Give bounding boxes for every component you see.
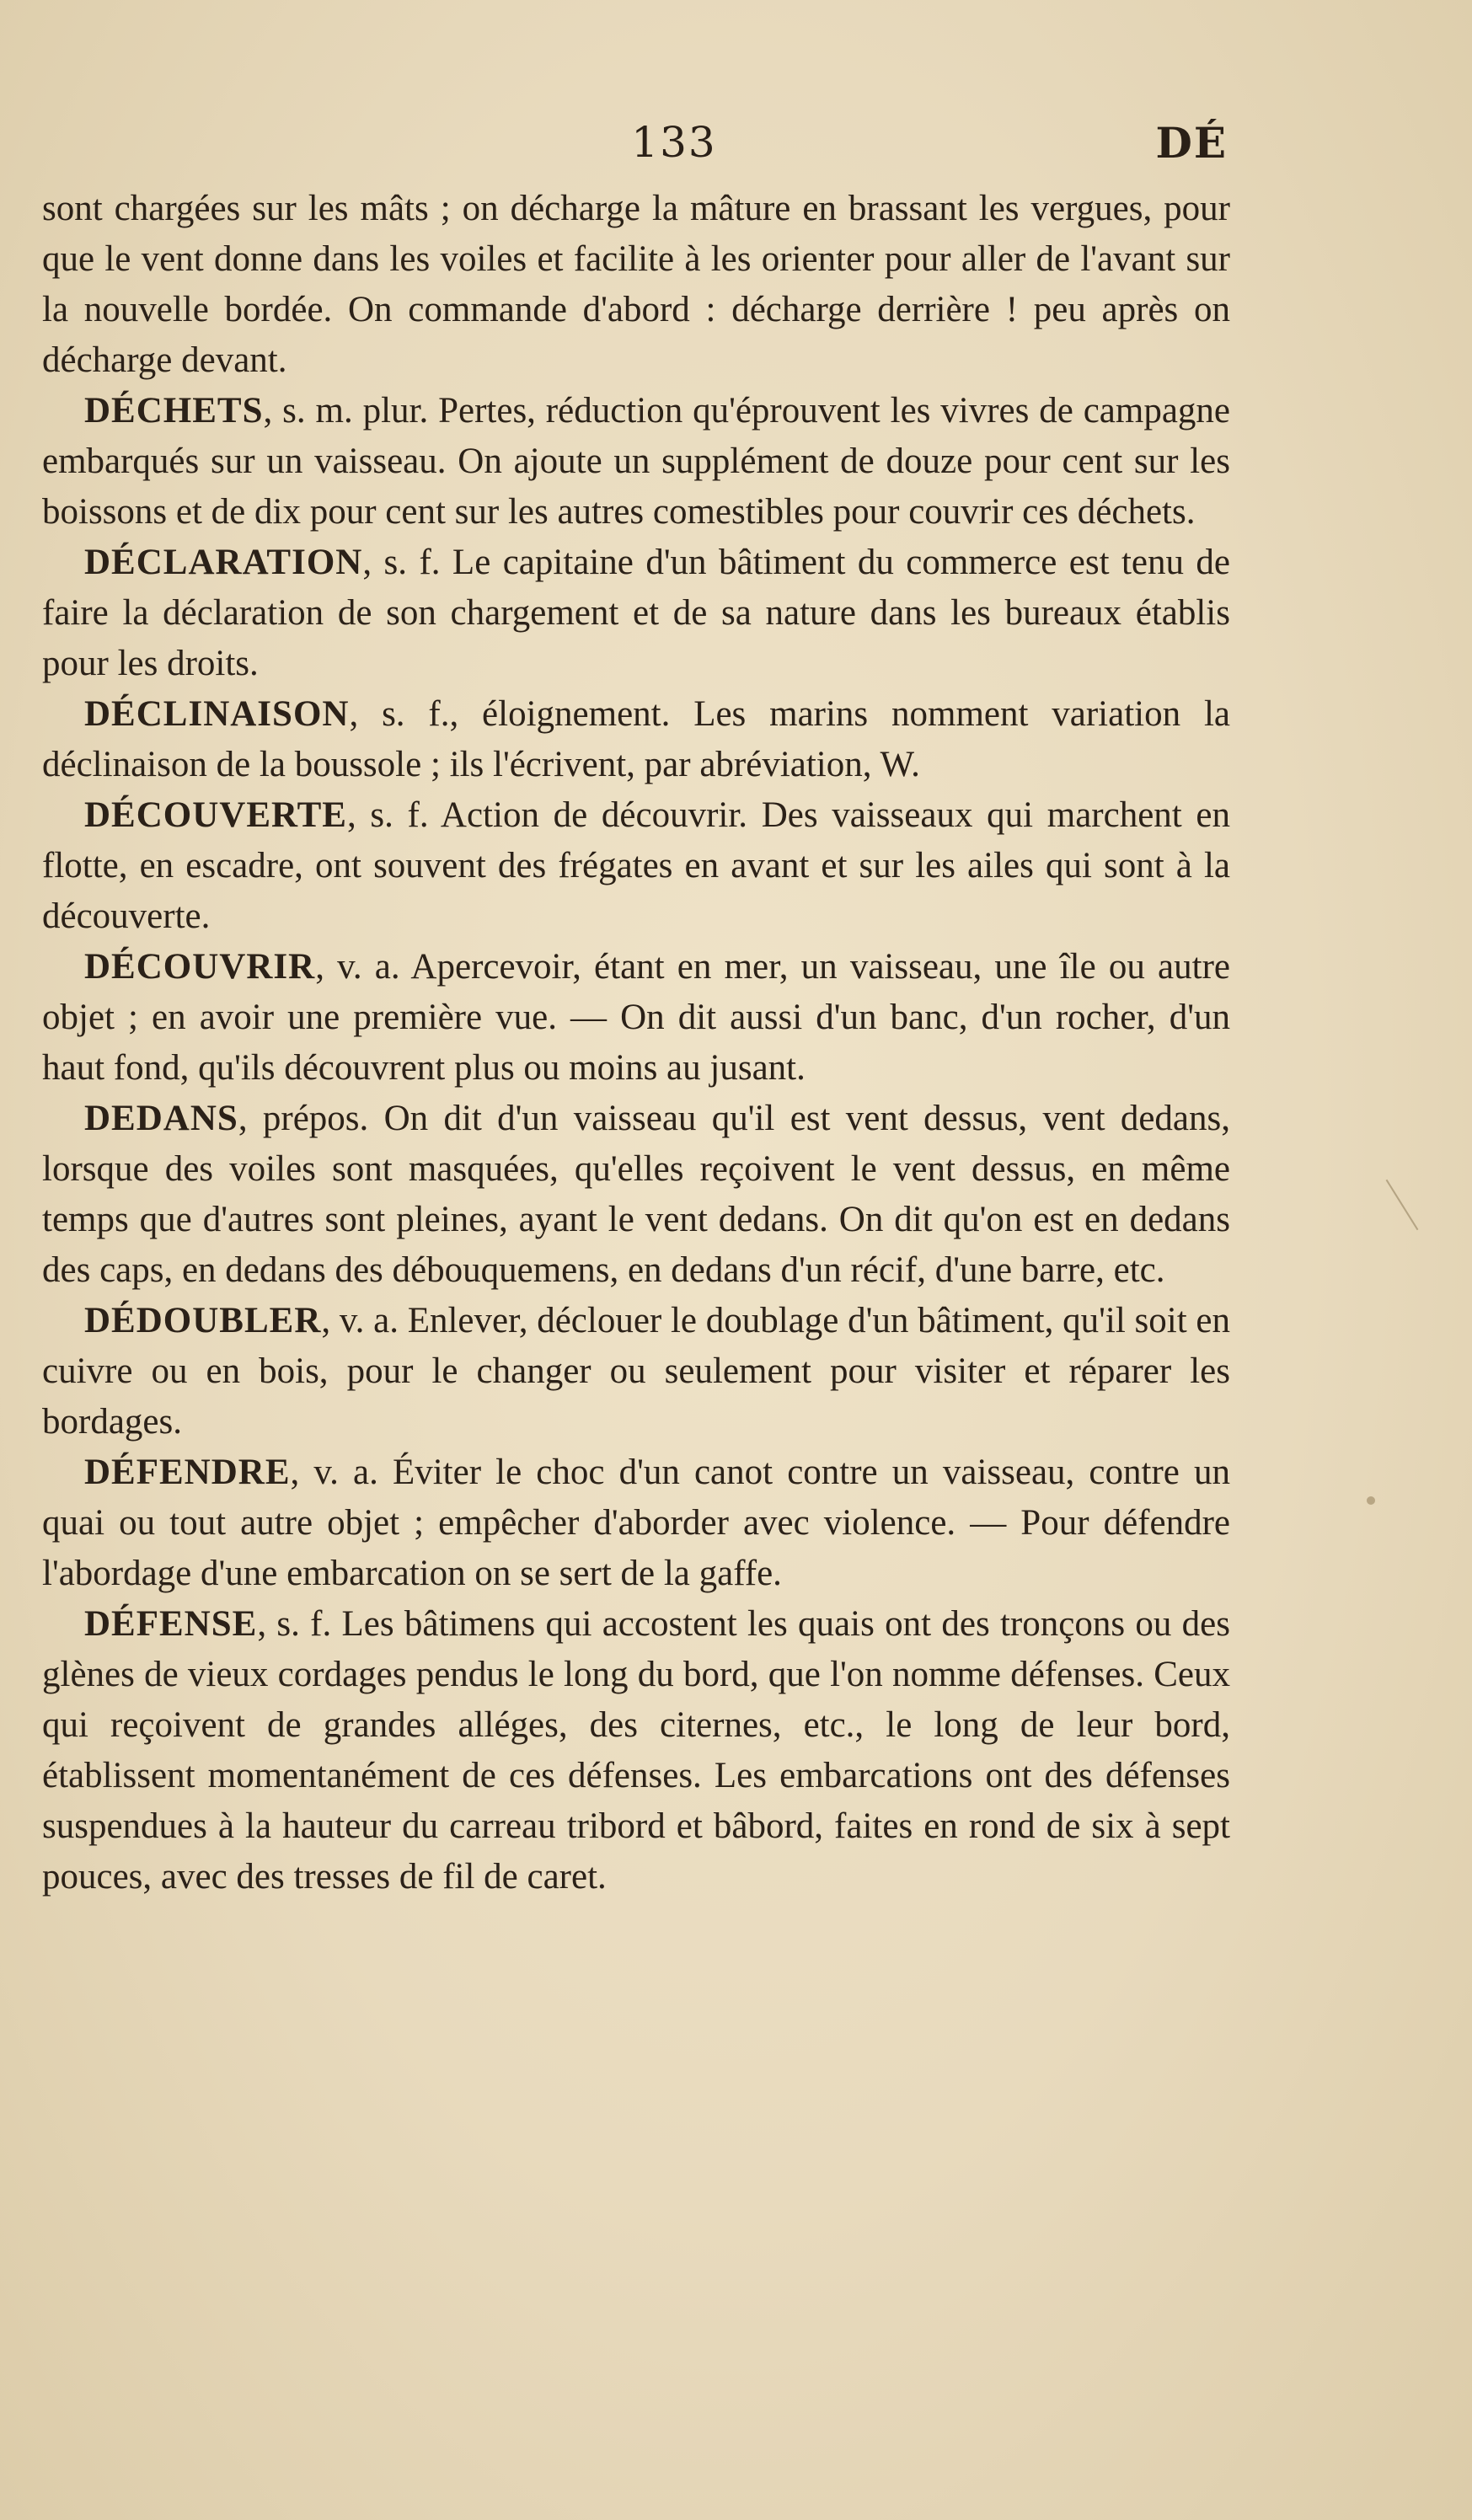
- entry-text: , v. a. Enlever, déclouer le doublage d'un bâtiment, qu'il soit en cuivre ou en bois, pour le changer ou seulement pour visiter et réparer les bordages.: [42, 1301, 1230, 1442]
- entry-text: , v. a. Apercevoir, étant en mer, un vaisseau, une île ou autre objet ; en avoir une première vue. — On dit aussi d'un banc, d'un rocher, d'un haut fond, qu'ils découvrent plus ou moins au jusant.: [42, 947, 1230, 1088]
- entry-text: sont chargées sur les mâts ; on décharge la mâture en brassant les vergues, pour que le vent donne dans les voiles et facilite à les orienter pour aller de l'avant sur la nouvelle bordée. On commande d'abord : décharge derrière ! peu après on décharge devant.: [42, 189, 1230, 380]
- page-number: 133: [631, 118, 717, 167]
- entry-headword: DÉDOUBLER: [84, 1301, 322, 1340]
- entry-dedans: [42, 1094, 1230, 1296]
- entry-text: , prépos. On dit d'un vaisseau qu'il est vent dessus, vent dedans, lorsque des voiles sont masquées, qu'elles reçoivent le vent dessus, en même temps que d'autres sont pleines, ayant le vent dedans. On dit qu'on est en dedans des caps, en dedans des débouquemens, en dedans d'un récif, d'une barre, etc.: [42, 1099, 1230, 1290]
- entry-declaration: [42, 538, 1230, 689]
- entry-text: , s. f., éloignement. Les marins nomment variation la déclinaison de la boussole ; ils l'écrivent, par abréviation, W.: [42, 694, 1230, 784]
- entry-headword: DÉFENDRE: [84, 1453, 291, 1492]
- entry-text: , v. a. Éviter le choc d'un canot contre un vaisseau, contre un quai ou tout autre objet ; empêcher d'aborder avec violence. — Pour défendre l'abordage d'une embarcation on se sert de la gaffe.: [42, 1453, 1230, 1593]
- entry-continuation: [42, 184, 1230, 386]
- entry-decouvrir: [42, 942, 1230, 1094]
- entry-headword: DÉCHETS: [84, 391, 264, 431]
- entry-headword: DÉCLARATION: [84, 543, 363, 582]
- entry-decouverte: [42, 790, 1230, 942]
- entry-headword: DÉCOUVERTE: [84, 795, 347, 835]
- entry-defense: [42, 1599, 1230, 1902]
- dictionary-text: [42, 184, 1230, 1902]
- entry-headword: DÉCLINAISON: [84, 694, 350, 734]
- entry-text: , s. m. plur. Pertes, réduction qu'éprouvent les vivres de campagne embarqués sur un vaisseau. On ajoute un supplément de douze pour cent sur les boissons et de dix pour cent sur les autres comestibles pour couvrir ces déchets.: [42, 391, 1230, 532]
- entry-headword: DÉFENSE: [84, 1604, 258, 1644]
- entry-dechets: [42, 386, 1230, 538]
- paper-spot: [1367, 1496, 1375, 1505]
- entry-headword: DEDANS: [84, 1099, 238, 1138]
- entry-text: , s. f. Le capitaine d'un bâtiment du commerce est tenu de faire la déclaration de son chargement et de sa nature dans les bureaux établis pour les droits.: [42, 543, 1230, 683]
- paper-blemish: [1386, 1180, 1419, 1230]
- entry-text: , s. f. Action de découvrir. Des vaisseaux qui marchent en flotte, en escadre, ont souvent des frégates en avant et sur les ailes qui sont à la découverte.: [42, 795, 1230, 936]
- entry-text: , s. f. Les bâtimens qui accostent les quais ont des tronçons ou des glènes de vieux cordages pendus le long du bord, que l'on nomme défenses. Ceux qui reçoivent de grandes alléges, des citernes, etc., le long de leur bord, établissent momentanément de ces défenses. Les embarcations ont des défenses suspendues à la hauteur du carreau tribord et bâbord, faites en rond de six à sept pouces, avec des tresses de fil de caret.: [42, 1604, 1230, 1897]
- running-head: DÉ: [1155, 118, 1228, 168]
- page-header: [0, 118, 1472, 185]
- entry-headword: DÉCOUVRIR: [84, 947, 316, 987]
- entry-defendre: [42, 1447, 1230, 1599]
- entry-declinaison: [42, 689, 1230, 790]
- entry-dedoubler: [42, 1296, 1230, 1447]
